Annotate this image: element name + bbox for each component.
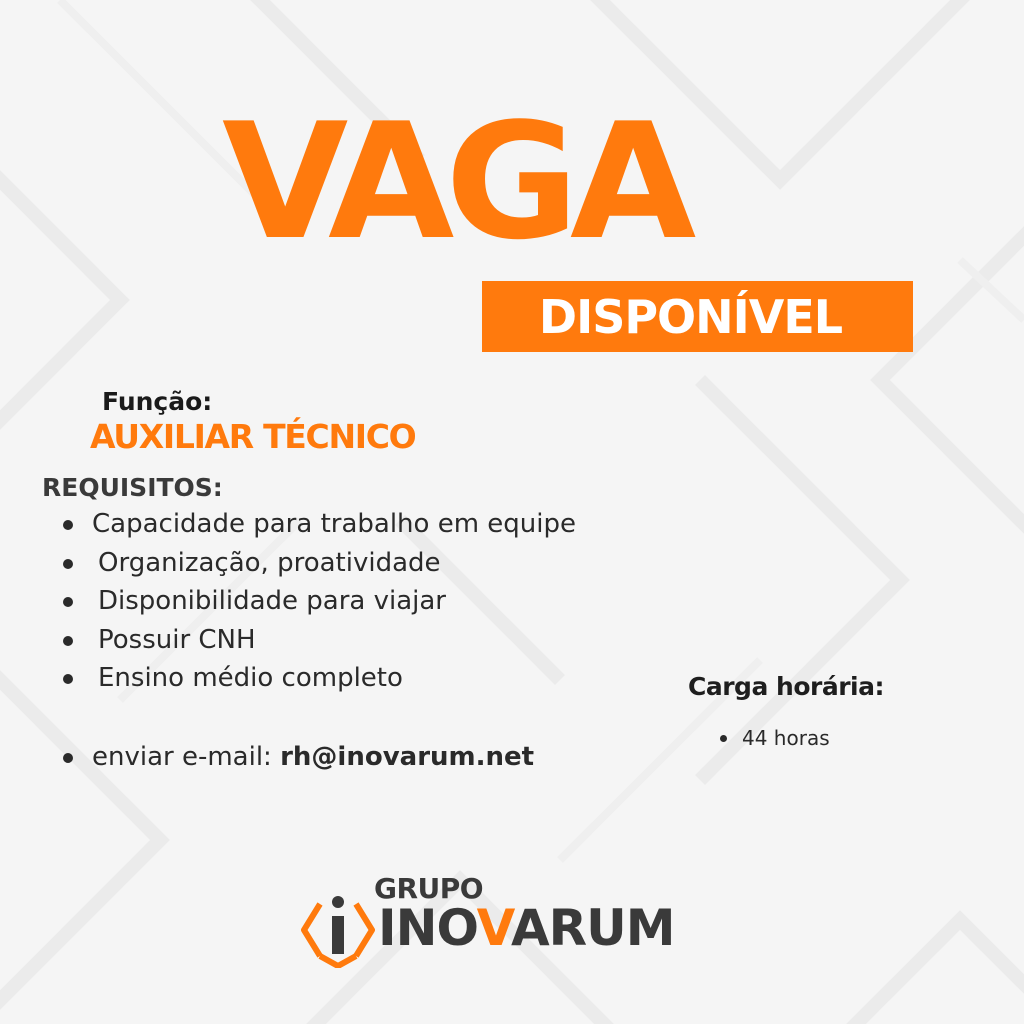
diamond-chevron-i-icon [300,892,378,968]
list-item: Possuir CNH [60,621,660,660]
list-item: Organização, proatividade [60,544,660,583]
logo-word-part1: INO [378,899,477,957]
subhead-disponivel: DISPONÍVEL [538,289,843,344]
contact-line [60,738,534,776]
carga-horaria-item: 44 horas [718,724,830,752]
logo-wordmark [378,898,675,958]
funcao-value: AUXILIAR TÉCNICO [90,417,416,456]
company-logo [300,870,675,970]
contact-prefix: enviar e-mail: [92,742,281,772]
list-item: Disponibilidade para viajar [60,582,660,621]
logo-word-v: V [476,899,511,957]
logo-grupo-text: GRUPO [374,872,484,905]
contact-email[interactable]: rh@inovarum.net [280,742,535,772]
funcao-label: Função: [102,387,213,416]
list-item: Capacidade para trabalho em equipe [60,505,660,544]
headline-vaga: VAGA [222,88,688,275]
carga-horaria-heading: Carga horária: [688,672,884,701]
requisitos-heading: REQUISITOS: [42,473,223,502]
subhead-banner [482,281,913,352]
list-item: Ensino médio completo [60,659,660,698]
logo-word-part2: ARUM [510,899,675,957]
requisitos-list [60,505,660,698]
